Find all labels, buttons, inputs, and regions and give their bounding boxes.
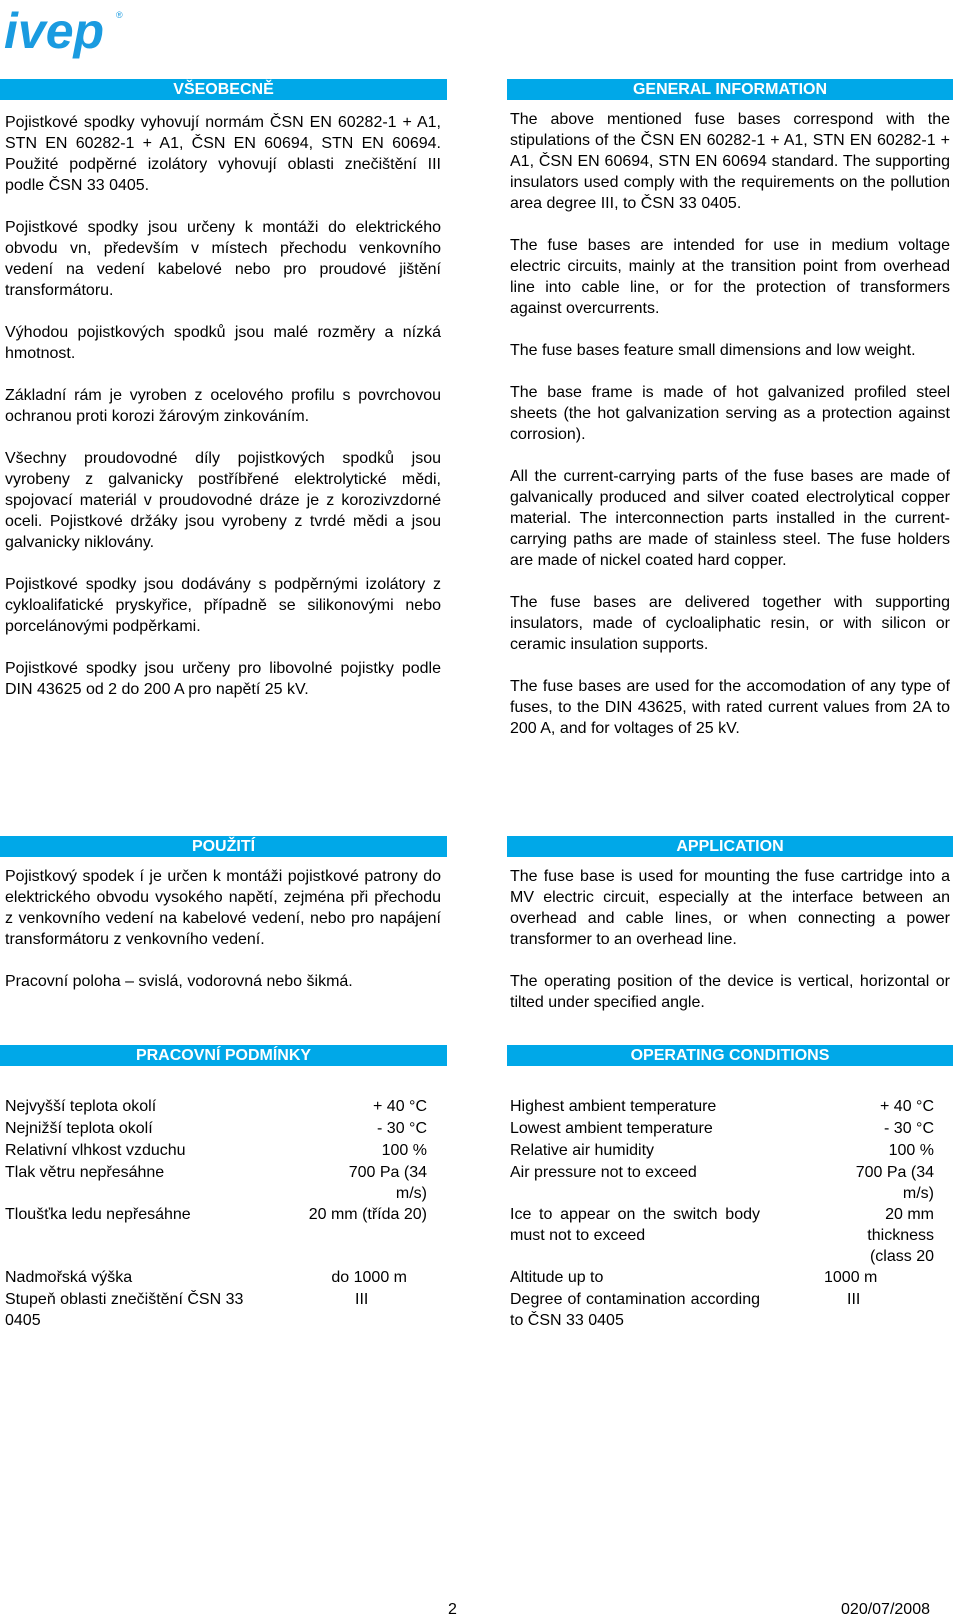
condition-label: Lowest ambient temperature <box>510 1120 713 1137</box>
condition-value: III <box>355 1291 369 1308</box>
table-row <box>510 1162 950 1204</box>
paragraph: Výhodou pojistkových spodků jsou malé rozměry a nízká hmotnost. <box>5 324 441 362</box>
paragraph: All the current-carrying parts of the fuse bases are made of galvanically produced and silver coated electrolytical copper material. The interconnection parts installed in the current-carrying paths are made of stainless steel. The fuse holders are made of nickel coated hard copper. <box>510 468 950 569</box>
condition-value: 20 mm (třída 20) <box>308 1206 427 1223</box>
document-date: 020/07/2008 <box>841 1601 930 1618</box>
condition-value: - 30 °C <box>377 1120 427 1137</box>
registered-mark: ® <box>116 10 123 20</box>
condition-label: Degree of contamination according to ČSN 33 0405 <box>510 1291 760 1329</box>
section-header-general-en: GENERAL INFORMATION <box>507 79 953 100</box>
paragraph: The fuse base is used for mounting the fuse cartridge into a MV electric circuit, especially at the interface between an overhead and cable lines, or when connecting a power transformer to an overhead line. <box>510 868 950 948</box>
paragraph: The fuse bases feature small dimensions and low weight. <box>510 342 916 359</box>
paragraph: Všechny proudovodné díly pojistkových spodků jsou vyrobeny z galvanicky postříbřené elektrolytické mědi, spojovací materiál v proudovodné dráze je z korozivzdorné oceli. Pojistkové držáky jsou vyrobeny z tvrdé mědi a jsou galvanicky niklovány. <box>5 450 441 551</box>
paragraph: The above mentioned fuse bases correspond with the stipulations of the ČSN EN 60282-1 + A1, STN EN 60282-1 + A1, ČSN EN 60694, STN EN 60694 standard. The supporting insulators used comply with the requirements on the pollution area degree III, to ČSN 33 0405. <box>510 111 950 212</box>
paragraph: Pracovní poloha – svislá, vodorovná nebo šikmá. <box>5 973 353 990</box>
condition-label: Tlak větru nepřesáhne <box>5 1164 165 1181</box>
condition-value: 700 Pa (34 m/s) <box>348 1164 427 1202</box>
condition-label: Stupeň oblasti znečištění ČSN 33 0405 <box>5 1291 244 1329</box>
condition-value: + 40 °C <box>373 1098 427 1115</box>
application-cz-text <box>5 866 441 1013</box>
table-row <box>5 1096 445 1118</box>
condition-label: Nejnižší teplota okolí <box>5 1120 153 1137</box>
condition-value: + 40 °C <box>880 1098 934 1115</box>
paragraph: Pojistkový spodek í je určen k montáži pojistkové patrony do elektrického obvodu vysokého napětí, zejména při přechodu z venkovního vedení na kabelové vedení, nebo pro napájení transformátoru z venkovního vedení. <box>5 868 441 948</box>
condition-label: Air pressure not to exceed <box>510 1164 697 1181</box>
condition-value: 100 % <box>381 1142 427 1159</box>
paragraph: The fuse bases are delivered together with supporting insulators, made of cycloaliphatic resin, or with silicon or ceramic insulation supports. <box>510 594 950 653</box>
condition-value: 700 Pa (34 m/s) <box>855 1164 934 1202</box>
condition-value: - 30 °C <box>884 1120 934 1137</box>
condition-label: Ice to appear on the switch body must not to exceed <box>510 1206 760 1244</box>
table-row <box>510 1289 950 1331</box>
paragraph: Pojistkové spodky jsou určeny k montáži do elektrického obvodu vn, především v místech přechodu venkovního vedení na vedení kabelové nebo pro proudové jištění transformátoru. <box>5 219 441 299</box>
general-en-text <box>510 109 950 760</box>
section-header-conditions-cz: PRACOVNÍ PODMÍNKY <box>0 1045 447 1066</box>
condition-label: Altitude up to <box>510 1269 604 1286</box>
condition-label: Relativní vlhkost vzduchu <box>5 1142 186 1159</box>
table-row <box>5 1204 445 1267</box>
paragraph: Pojistkové spodky jsou určeny pro libovolné pojistky podle DIN 43625 od 2 do 200 A pro napětí 25 kV. <box>5 660 441 698</box>
paragraph: Pojistkové spodky vyhovují normám ČSN EN 60282-1 + A1, STN EN 60282-1 + A1, ČSN EN 60694, STN EN 60694. Použité podpěrné izolátory vyhovují oblasti znečištění III podle ČSN 33 0405. <box>5 114 441 194</box>
conditions-cz-table <box>5 1096 445 1331</box>
application-en-text <box>510 866 950 1034</box>
condition-value: do 1000 m <box>331 1269 407 1286</box>
condition-value: 1000 m <box>824 1269 878 1286</box>
section-header-conditions-en: OPERATING CONDITIONS <box>507 1045 953 1066</box>
paragraph: The fuse bases are used for the accomodation of any type of fuses, to the DIN 43625, with rated current values from 2A to 200 A, and for voltages of 25 kV. <box>510 678 950 737</box>
condition-label: Nejvyšší teplota okolí <box>5 1098 157 1115</box>
condition-label: Nadmořská výška <box>5 1269 133 1286</box>
table-row <box>5 1162 445 1204</box>
condition-label: Relative air humidity <box>510 1142 655 1159</box>
section-header-application-cz: POUŽITÍ <box>0 836 447 857</box>
paragraph: The base frame is made of hot galvanized profiled steel sheets (the hot galvanization serving as a protection against corrosion). <box>510 384 950 443</box>
conditions-en-table <box>510 1096 950 1331</box>
condition-value: 20 mm thickness (class 20 <box>867 1206 934 1265</box>
section-header-application-en: APPLICATION <box>507 836 953 857</box>
paragraph: The fuse bases are intended for use in medium voltage electric circuits, mainly at the transition point from overhead line into cable line, or for the protection of transformers against overcurrents. <box>510 237 950 317</box>
table-row <box>510 1140 950 1162</box>
table-row <box>5 1118 445 1140</box>
paragraph: Základní rám je vyroben z ocelového profilu s povrchovou ochranou proti korozi žárovým zinkováním. <box>5 387 441 425</box>
condition-value: III <box>847 1291 861 1308</box>
table-row <box>5 1289 445 1331</box>
table-row <box>510 1118 950 1140</box>
condition-value: 100 % <box>888 1142 934 1159</box>
table-row <box>510 1204 950 1267</box>
ivep-logo-graphic <box>4 4 128 62</box>
page-number: 2 <box>448 1601 457 1618</box>
table-row <box>5 1267 445 1289</box>
general-cz-text <box>5 112 441 721</box>
paragraph: Pojistkové spodky jsou dodávány s podpěrnými izolátory z cykloalifatické pryskyřice, případně se silikonovými nebo porcelánovými podpěrkami. <box>5 576 441 635</box>
section-header-general-cz: VŠEOBECNĚ <box>0 79 447 100</box>
table-row <box>510 1096 950 1118</box>
paragraph: The operating position of the device is vertical, horizontal or tilted under specified angle. <box>510 973 950 1011</box>
logo-text: ivep <box>4 4 105 59</box>
ivep-logo <box>4 4 128 62</box>
condition-label: Tloušťka ledu nepřesáhne <box>5 1206 191 1223</box>
condition-label: Highest ambient temperature <box>510 1098 717 1115</box>
table-row <box>510 1267 950 1289</box>
table-row <box>5 1140 445 1162</box>
